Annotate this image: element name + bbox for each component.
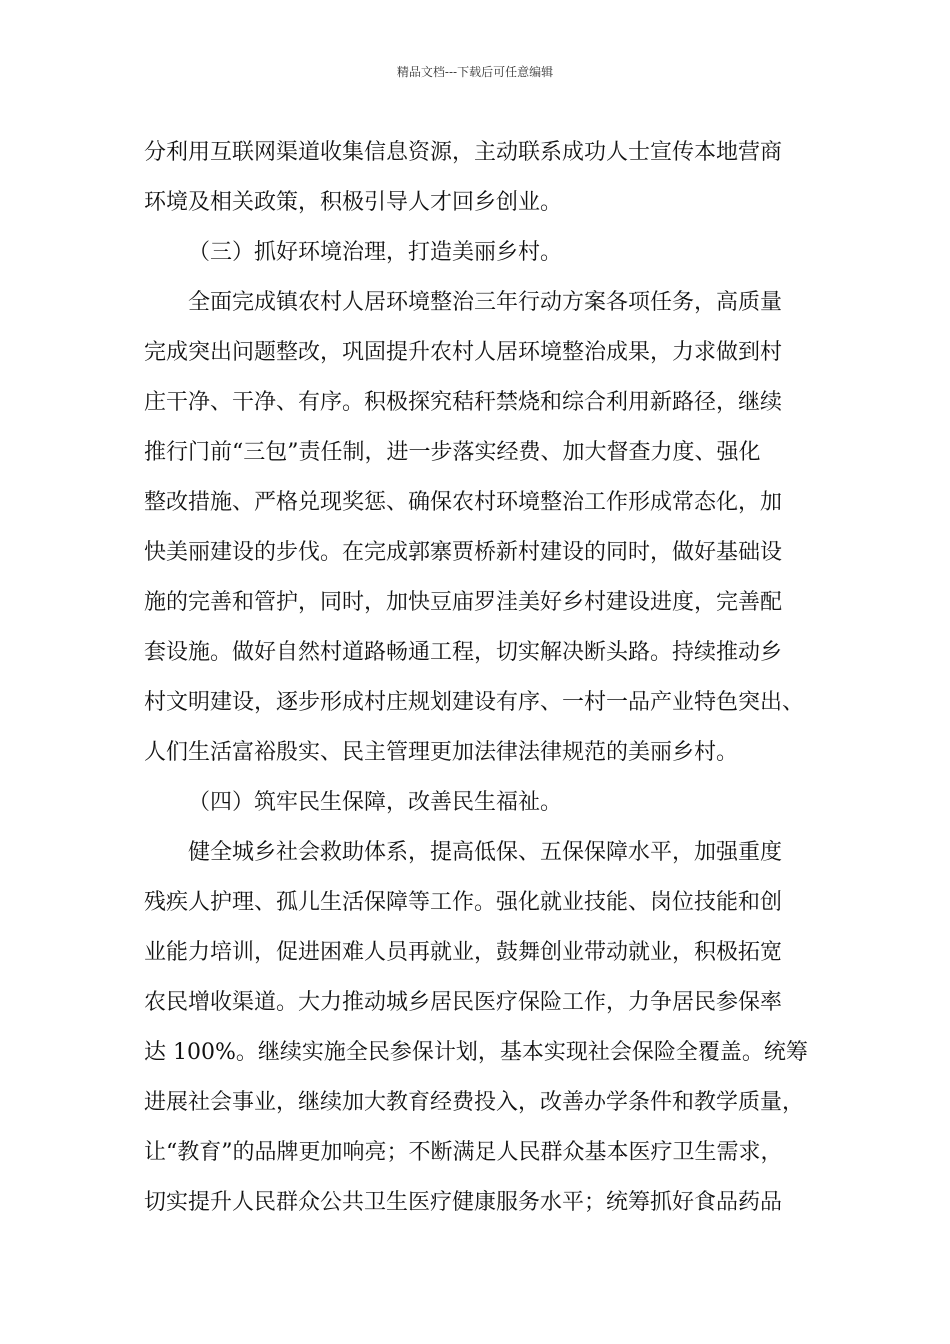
- body-text: [144, 128, 824, 1228]
- paragraph-first-line: 健全城乡社会救助体系，提高低保、五保保障水平，加强重度: [188, 840, 783, 865]
- text-line: 村文明建设，逐步形成村庄规划建设有序、一村一品产业特色突出、: [144, 690, 805, 715]
- text-line: 完成突出问题整改，巩固提升农村人居环境整治成果，力求做到村: [144, 340, 783, 365]
- text-line: 推行门前“三包”责任制，进一步落实经费、加大督查力度、强化: [144, 440, 761, 465]
- page-header: 精品文档---下载后可任意编辑: [396, 65, 554, 79]
- text-line: 环境及相关政策，积极引导人才回乡创业。: [144, 190, 563, 215]
- text-line: 庄干净、干净、有序。积极探究秸秆禁烧和综合利用新路径，继续: [144, 390, 783, 415]
- text-line: 快美丽建设的步伐。在完成郭寨贾桥新村建设的同时，做好基础设: [144, 540, 783, 565]
- text-line: 残疾人护理、孤儿生活保障等工作。强化就业技能、岗位技能和创: [144, 890, 783, 915]
- text-line: 进展社会事业，继续加大教育经费投入，改善办学条件和教学质量，: [144, 1090, 805, 1115]
- section-heading: （三）抓好环境治理，打造美丽乡村。: [188, 240, 563, 265]
- text-line: 切实提升人民群众公共卫生医疗健康服务水平；统筹抓好食品药品: [144, 1190, 783, 1215]
- paragraph-first-line: 全面完成镇农村人居环境整治三年行动方案各项任务，高质量: [188, 290, 783, 315]
- text-line: 分利用互联网渠道收集信息资源，主动联系成功人士宣传本地营商: [144, 140, 783, 165]
- text-line: 整改措施、严格兑现奖惩、确保农村环境整治工作形成常态化，加: [144, 490, 783, 515]
- section-heading: （四）筑牢民生保障，改善民生福祉。: [188, 790, 563, 815]
- text-line: 人们生活富裕殷实、民主管理更加法律法律规范的美丽乡村。: [144, 740, 739, 765]
- text-line: 达 100%。继续实施全民参保计划，基本实现社会保险全覆盖。统筹: [144, 1040, 808, 1065]
- text-line: 套设施。做好自然村道路畅通工程，切实解决断头路。持续推动乡: [144, 640, 783, 665]
- text-line: 农民增收渠道。大力推动城乡居民医疗保险工作，力争居民参保率: [144, 990, 783, 1015]
- text-line: 业能力培训，促进困难人员再就业，鼓舞创业带动就业，积极拓宽: [144, 940, 783, 965]
- text-line: 让“教育”的品牌更加响亮；不断满足人民群众基本医疗卫生需求，: [144, 1140, 783, 1165]
- text-line: 施的完善和管护，同时，加快豆庙罗洼美好乡村建设进度，完善配: [144, 590, 783, 615]
